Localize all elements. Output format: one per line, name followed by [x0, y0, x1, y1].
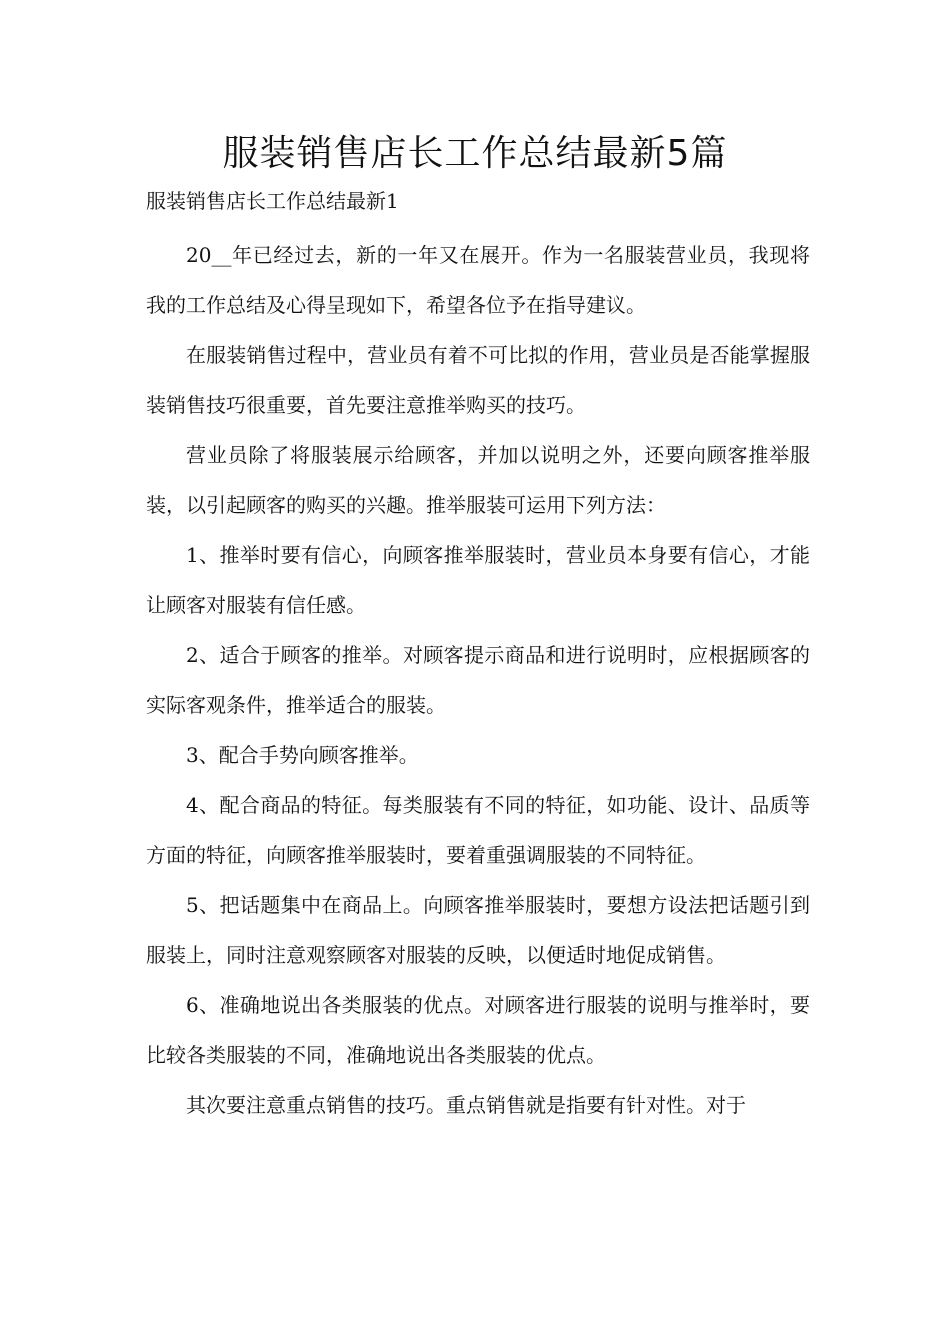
paragraph: 1、推举时要有信心，向顾客推举服装时，营业员本身要有信心，才能让顾客对服装有信任感。 — [146, 543, 810, 617]
paragraph: 3、配合手势向顾客推举。 — [186, 743, 419, 767]
paragraph: 在服装销售过程中，营业员有着不可比拟的作用，营业员是否能掌握服装销售技巧很重要，首先要注意推举购买的技巧。 — [146, 343, 810, 417]
document-body — [146, 230, 810, 1130]
section-heading: 服装销售店长工作总结最新1 — [146, 189, 399, 213]
paragraph: 其次要注意重点销售的技巧。重点销售就是指要有针对性。对于 — [186, 1093, 746, 1117]
paragraph: 6、准确地说出各类服装的优点。对顾客进行服装的说明与推举时，要比较各类服装的不同，准确地说出各类服装的优点。 — [146, 993, 810, 1067]
document-title: 服装销售店长工作总结最新5篇 — [222, 133, 728, 174]
paragraph: 20__年已经过去，新的一年又在展开。作为一名服装营业员，我现将我的工作总结及心得呈现如下，希望各位予在指导建议。 — [146, 243, 810, 317]
paragraph: 4、配合商品的特征。每类服装有不同的特征，如功能、设计、品质等方面的特征，向顾客推举服装时，要着重强调服装的不同特征。 — [146, 793, 810, 867]
paragraph: 5、把话题集中在商品上。向顾客推举服装时，要想方设法把话题引到服装上，同时注意观察顾客对服装的反映，以便适时地促成销售。 — [146, 893, 810, 967]
paragraph: 2、适合于顾客的推举。对顾客提示商品和进行说明时，应根据顾客的实际客观条件，推举适合的服装。 — [146, 643, 810, 717]
paragraph: 营业员除了将服装展示给顾客，并加以说明之外，还要向顾客推举服装，以引起顾客的购买的兴趣。推举服装可运用下列方法： — [146, 443, 810, 517]
